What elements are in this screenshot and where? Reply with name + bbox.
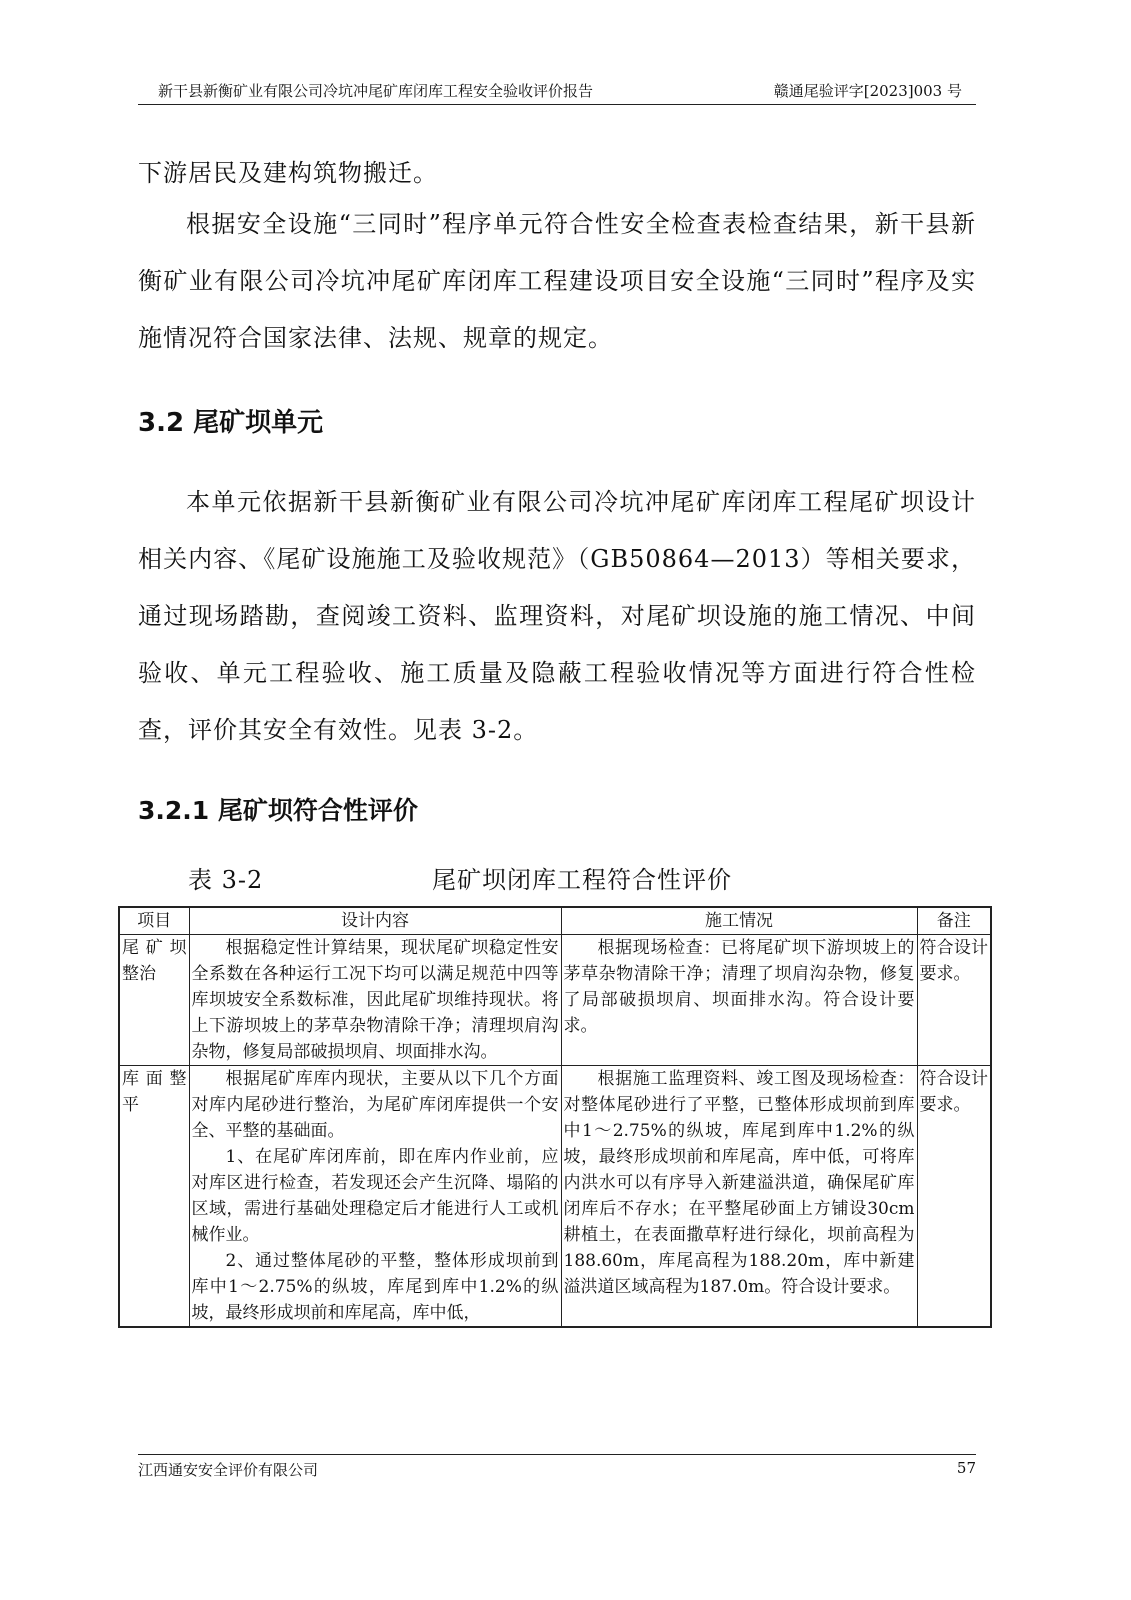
paragraph-1: 下游居民及建构筑物搬迁。 (138, 159, 438, 187)
page-header (138, 78, 976, 105)
design-paragraph: 2、通过整体尾砂的平整，整体形成坝前到库中1～2.75%的纵坡，库尾到库中1.2%的纵坡，最终形成坝前和库尾高，库中低， (191, 1251, 559, 1323)
design-paragraph: 1、在尾矿库闭库前，即在库内作业前，应对库区进行检查，若发现还会产生沉降、塌陷的区域，需进行基础处理稳定后才能进行人工或机械作业。 (191, 1147, 559, 1245)
header-construction: 施工情况 (561, 907, 917, 935)
row-construction: 根据施工监理资料、竣工图及现场检查：对整体尾砂进行了平整，已整体形成坝前到库中1～2.75%的纵坡，库尾到库中1.2%的纵坡，最终形成坝前和库尾高，库中低，可将库内洪水可以有序导入新建溢洪道，确保尾矿库闭库后不存水；在平整尾砂面上方铺设30cm 耕植土，在表面撒草籽进行绿化，坝前高程为188.60m，库尾高程为188.20m，库中新建溢洪道区域高程为187.0m。符合设计要求。 (561, 1066, 917, 1328)
paragraph-3: 本单元依据新干县新衡矿业有限公司冷坑冲尾矿库闭库工程尾矿坝设计相关内容、《尾矿设施施工及验收规范》（GB50864—2013）等相关要求，通过现场踏勘，查阅竣工资料、监理资料，对尾矿坝设施的施工情况、中间验收、单元工程验收、施工质量及隐蔽工程验收情况等方面进行符合性检查，评价其安全有效性。见表 3-2。 (138, 488, 976, 744)
heading-3-2: 3.2 尾矿坝单元 (138, 408, 324, 438)
header-title: 新干县新衡矿业有限公司冷坑冲尾矿库闭库工程安全验收评价报告 (158, 82, 594, 100)
row-item: 尾矿坝整治 (119, 935, 189, 1066)
header-item: 项目 (119, 907, 189, 935)
row-design (189, 935, 561, 1066)
conformity-table (118, 906, 992, 1328)
header-design: 设计内容 (189, 907, 561, 935)
heading-3-2-1: 3.2.1 尾矿坝符合性评价 (138, 796, 418, 825)
footer-company: 江西通安安全评价有限公司 (138, 1461, 319, 1479)
header-doc-number: 赣通尾验评字[2023]003 号 (773, 82, 962, 100)
design-paragraph: 根据尾矿库库内现状，主要从以下几个方面对库内尾砂进行整治，为尾矿库闭库提供一个安全、平整的基础面。 (191, 1069, 559, 1141)
row-note: 符合设计要求。 (917, 1066, 991, 1328)
page-number: 57 (956, 1459, 976, 1477)
row-construction: 根据现场检查：已将尾矿坝下游坝坡上的茅草杂物清除干净；清理了坝肩沟杂物，修复了局部破损坝肩、坝面排水沟。符合设计要求。 (561, 935, 917, 1066)
table-header-row (119, 907, 991, 935)
paragraph-2: 根据安全设施“三同时”程序单元符合性安全检查表检查结果，新干县新衡矿业有限公司冷坑冲尾矿库闭库工程建设项目安全设施“三同时”程序及实施情况符合国家法律、法规、规章的规定。 (138, 210, 976, 352)
page-footer (138, 1454, 976, 1479)
header-note: 备注 (917, 907, 991, 935)
row-design (189, 1066, 561, 1328)
row-note: 符合设计要求。 (917, 935, 991, 1066)
design-paragraph: 根据稳定性计算结果，现状尾矿坝稳定性安全系数在各种运行工况下均可以满足规范中四等库坝坡安全系数标准，因此尾矿坝维持现状。将上下游坝坡上的茅草杂物清除干净；清理坝肩沟杂物，修复局部破损坝肩、坝面排水沟。 (191, 938, 559, 1062)
row-item: 库面整平 (119, 1066, 189, 1328)
table-label: 表 3-2 (188, 866, 264, 894)
table-row (119, 1066, 991, 1328)
table-row (119, 935, 991, 1066)
table-title: 尾矿坝闭库工程符合性评价 (432, 866, 732, 894)
